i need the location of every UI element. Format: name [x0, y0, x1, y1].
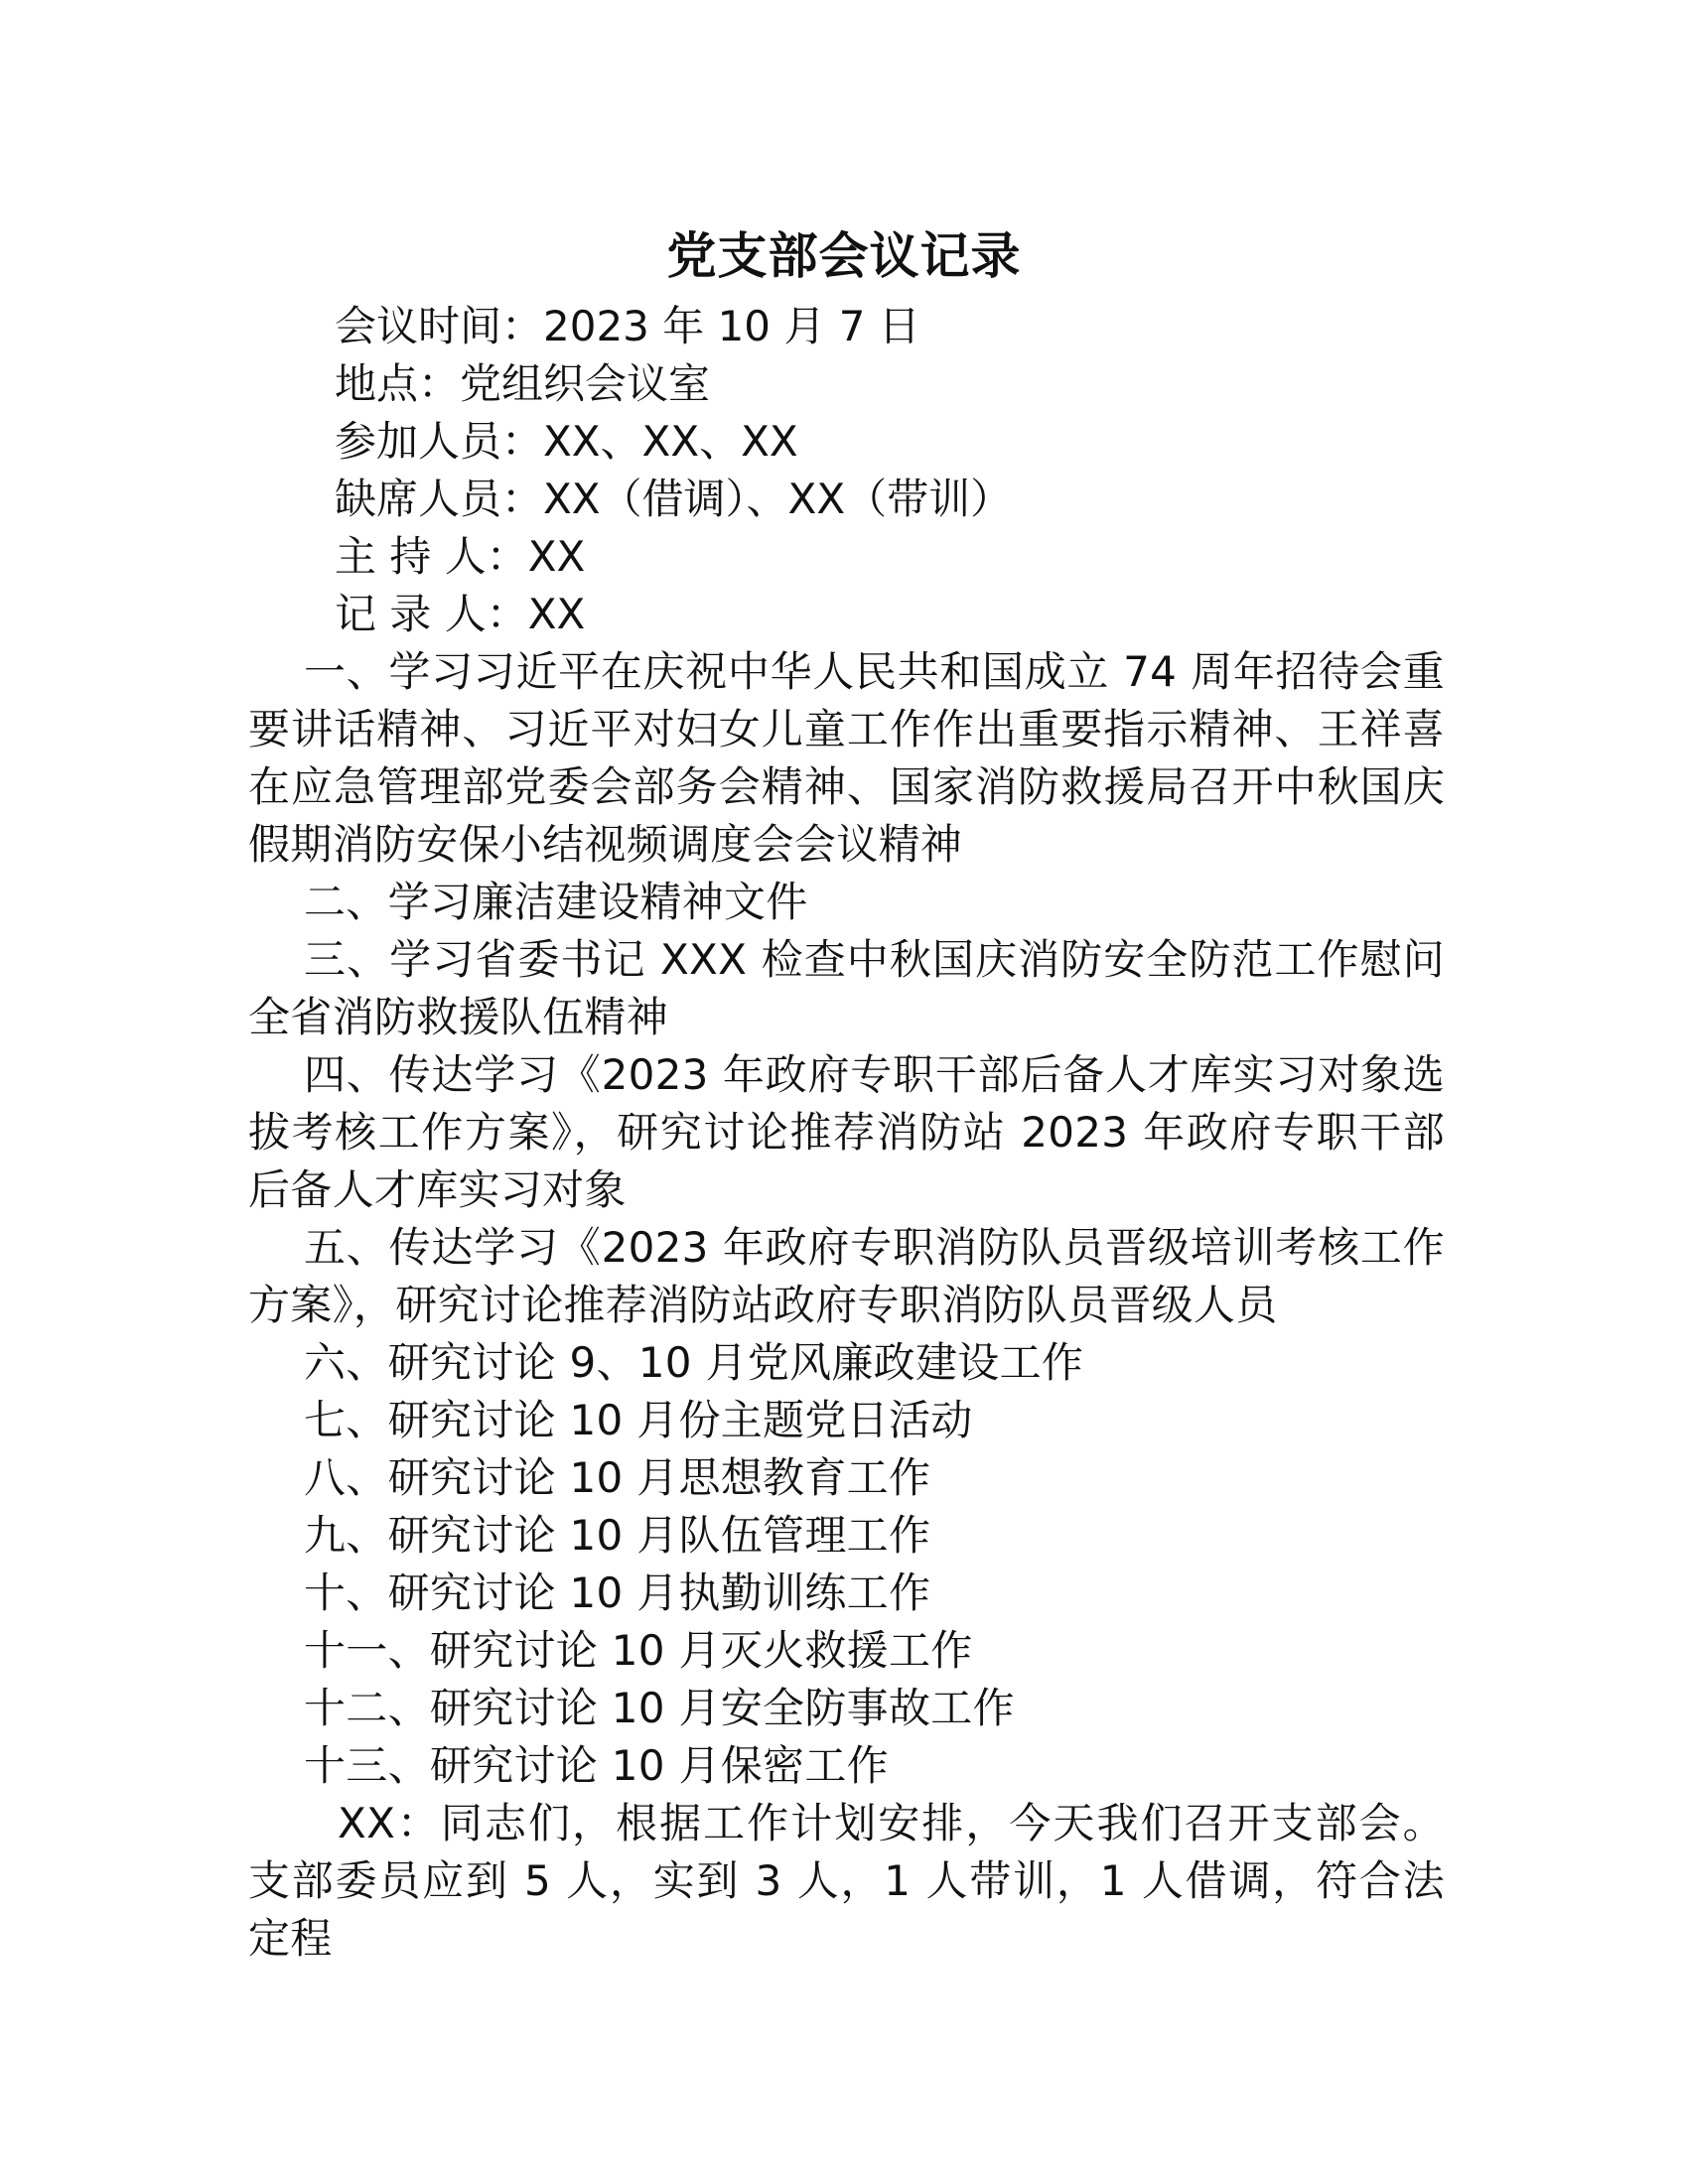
meeting-recorder: 记 录 人：XX	[335, 590, 586, 638]
agenda-item-5: 五、传达学习《2023 年政府专职消防队员晋级培训考核工作方案》，研究讨论推荐消防站政府专职消防队员晋级人员	[248, 1223, 1445, 1329]
meeting-host: 主 持 人：XX	[335, 532, 586, 581]
meeting-info	[335, 298, 1427, 643]
agenda-item-7: 七、研究讨论 10 月份主题党日活动	[304, 1396, 973, 1444]
meeting-body	[248, 643, 1445, 1968]
agenda-item-12: 十二、研究讨论 10 月安全防事故工作	[304, 1684, 1015, 1732]
agenda-item-6: 六、研究讨论 9、10 月党风廉政建设工作	[304, 1338, 1084, 1387]
agenda-item-9: 九、研究讨论 10 月队伍管理工作	[304, 1511, 931, 1560]
page-title: 党支部会议记录	[666, 227, 1022, 285]
meeting-time: 会议时间：2023 年 10 月 7 日	[335, 302, 920, 350]
agenda-item-3: 三、学习省委书记 XXX 检查中秋国庆消防安全防范工作慰问全省消防救援队伍精神	[248, 935, 1445, 1041]
meeting-attendees: 参加人员：XX、XX、XX	[335, 417, 798, 466]
meeting-absentees: 缺席人员：XX（借调）、XX（带训）	[335, 475, 1013, 523]
agenda-item-4: 四、传达学习《2023 年政府专职干部后备人才库实习对象选拔考核工作方案》，研究讨论推荐消防站 2023 年政府专职干部后备人才库实习对象	[248, 1050, 1445, 1214]
agenda-item-10: 十、研究讨论 10 月执勤训练工作	[304, 1569, 931, 1617]
agenda-item-11: 十一、研究讨论 10 月灭火救援工作	[304, 1626, 973, 1675]
agenda-item-2: 二、学习廉洁建设精神文件	[304, 878, 808, 926]
agenda-item-8: 八、研究讨论 10 月思想教育工作	[304, 1453, 931, 1502]
meeting-location: 地点：党组织会议室	[335, 359, 711, 408]
agenda-item-13: 十三、研究讨论 10 月保密工作	[304, 1741, 889, 1790]
chair-speech: XX：同志们，根据工作计划安排，今天我们召开支部会。支部委员应到 5 人，实到 3 人，1 人带训，1 人借调，符合法定程	[248, 1799, 1445, 1963]
agenda-item-1: 一、学习习近平在庆祝中华人民共和国成立 74 周年招待会重要讲话精神、习近平对妇女儿童工作作出重要指示精神、王祥喜在应急管理部党委会部务会精神、国家消防救援局召开中秋国庆假期消防安保小结视频调度会会议精神	[248, 647, 1445, 869]
